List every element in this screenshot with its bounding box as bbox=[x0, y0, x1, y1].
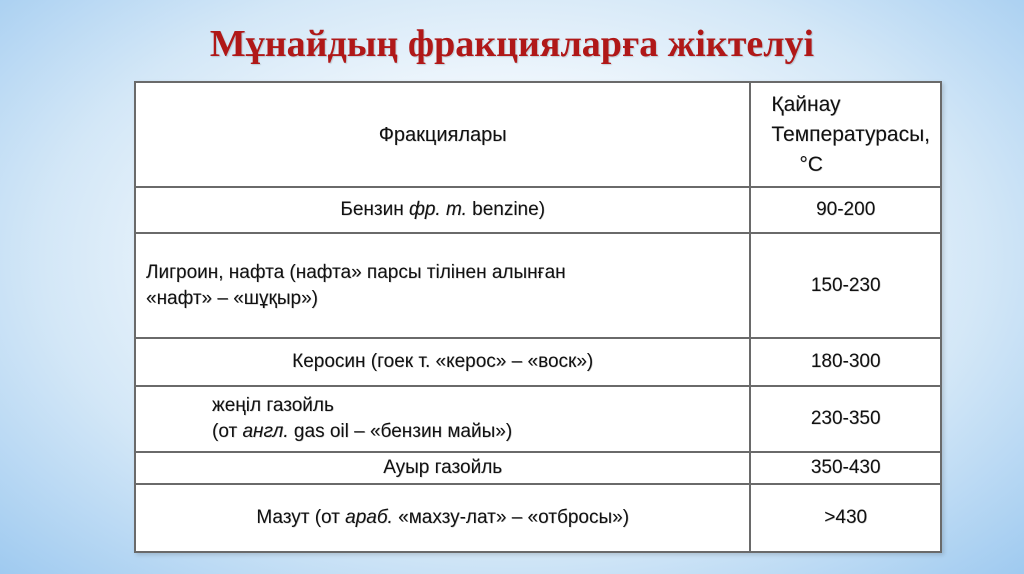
fraction-name-line2: «нафт» – «шұқыр») bbox=[146, 287, 318, 309]
boiling-range: 230-350 bbox=[750, 386, 941, 452]
boiling-range: >430 bbox=[750, 484, 941, 552]
header-boiling-temperature bbox=[750, 82, 941, 187]
boiling-range: 180-300 bbox=[750, 338, 941, 386]
header-fractions: Фракциялары bbox=[135, 82, 750, 187]
fractions-table bbox=[134, 81, 942, 553]
table-row bbox=[135, 233, 941, 338]
table-row bbox=[135, 484, 941, 552]
header-temp-unit: °С bbox=[799, 152, 823, 176]
header-temp-line2: Температурасы, bbox=[771, 122, 930, 146]
boiling-range: 150-230 bbox=[750, 233, 941, 338]
boiling-range: 350-430 bbox=[750, 452, 941, 484]
table-row bbox=[135, 386, 941, 452]
fraction-name bbox=[135, 386, 750, 452]
fraction-name: Керосин (гоек т. «керос» – «воск») bbox=[135, 338, 750, 386]
fraction-name-italic: англ. bbox=[242, 421, 289, 442]
fraction-name-line2 bbox=[212, 419, 739, 445]
fraction-name bbox=[135, 187, 750, 233]
fraction-name-part: Мазут (от bbox=[256, 507, 346, 528]
table-header-row bbox=[135, 82, 941, 187]
fraction-name-part: «махзу-лат» – «отбросы») bbox=[392, 507, 630, 528]
table-row bbox=[135, 452, 941, 484]
fraction-name bbox=[135, 233, 750, 338]
table-row bbox=[135, 187, 941, 233]
fraction-name bbox=[135, 484, 750, 552]
fraction-name-part: benzine) bbox=[466, 199, 546, 220]
fraction-name-line1: Лигроин, нафта (нафта» парсы тілінен алынған bbox=[146, 261, 566, 283]
fraction-name-part: gas oil – «бензин майы») bbox=[288, 421, 513, 442]
fraction-name-line1: жеңіл газойль bbox=[212, 395, 334, 416]
fraction-name-part: Бензин bbox=[340, 199, 409, 220]
fraction-name-part: (от bbox=[212, 421, 243, 442]
table-row bbox=[135, 338, 941, 386]
boiling-range: 90-200 bbox=[750, 187, 941, 233]
slide-title: Мұнайдың фракцияларға жіктелуі bbox=[209, 23, 815, 65]
fraction-name-italic: араб. bbox=[345, 507, 393, 528]
fraction-name-italic: фр. т. bbox=[408, 199, 467, 220]
header-temp-line1: Қайнау bbox=[771, 92, 841, 116]
fraction-name: Ауыр газойль bbox=[135, 452, 750, 484]
